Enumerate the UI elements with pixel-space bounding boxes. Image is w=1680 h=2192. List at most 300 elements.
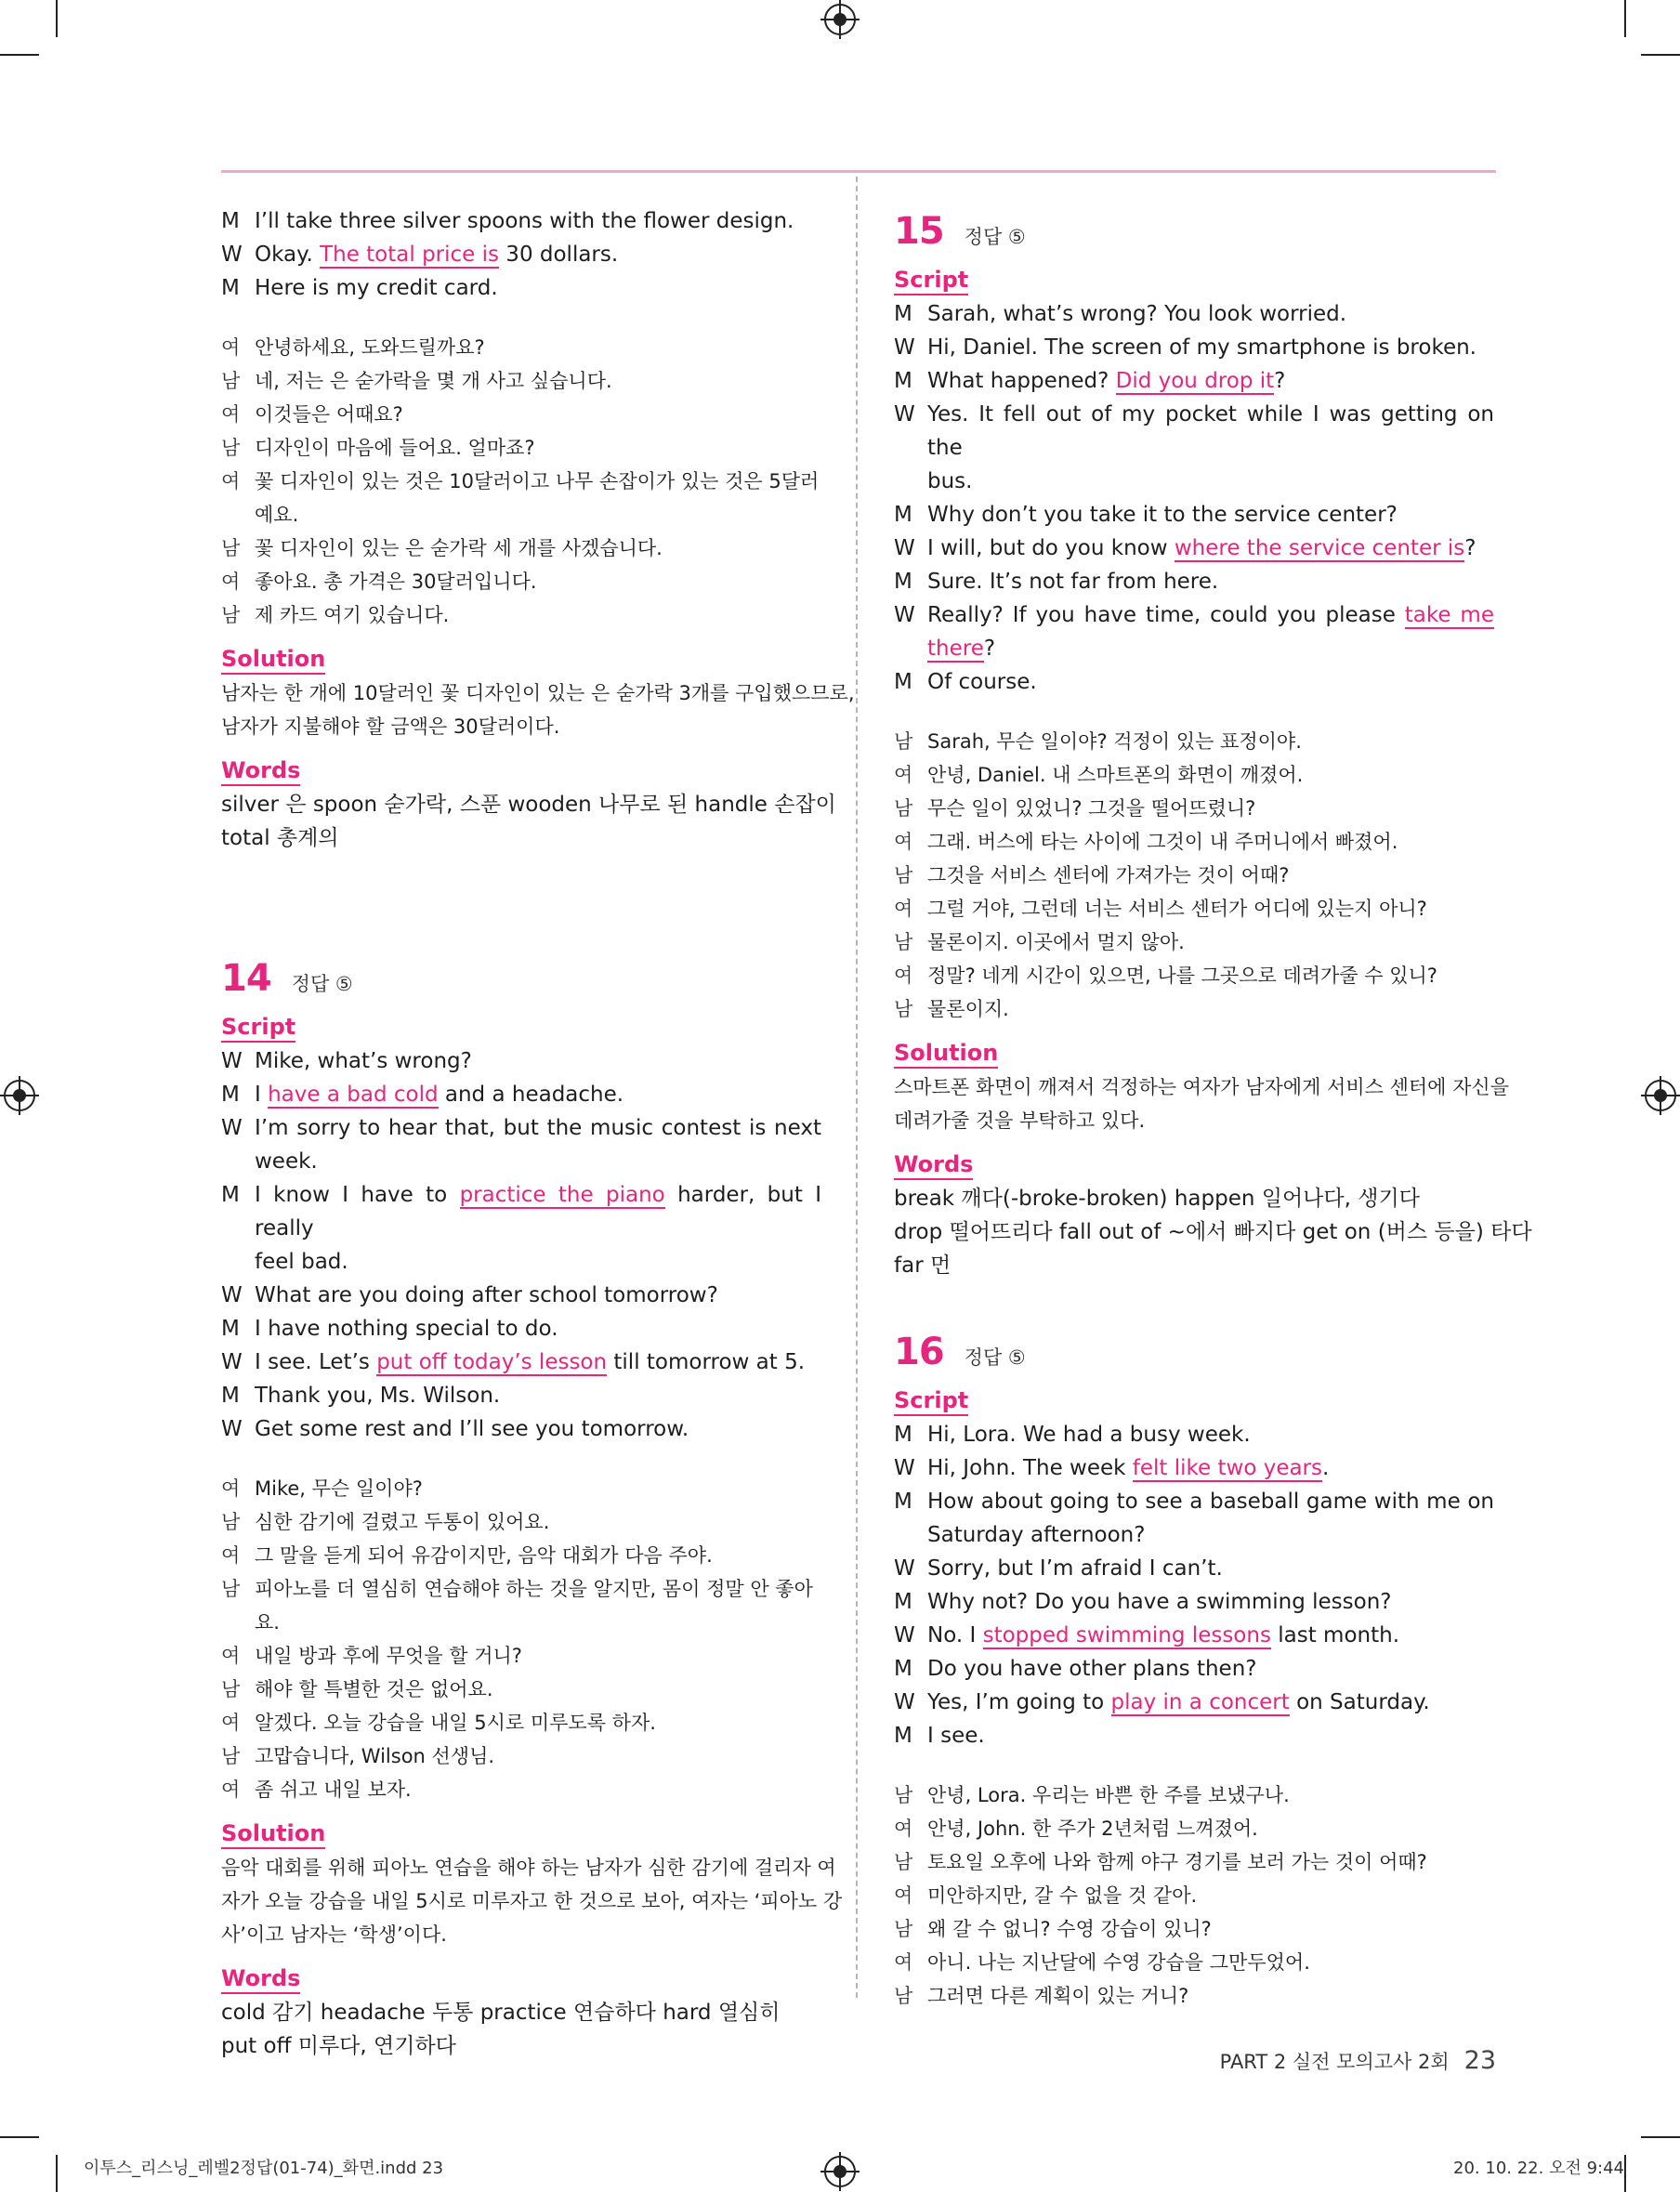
speaker-label xyxy=(894,632,927,665)
words-heading: Words xyxy=(894,1150,973,1180)
translation-text: 좋아요. 총 가격은 30달러입니다. xyxy=(255,571,537,593)
text-run: bus. xyxy=(927,469,973,493)
left-column xyxy=(221,204,855,2063)
text-line: 음악 대회를 위해 피아노 연습을 해야 하는 남자가 심한 감기에 걸리자 여 xyxy=(221,1857,836,1879)
dialog-text xyxy=(927,398,1494,465)
speaker-label: M xyxy=(894,570,912,594)
dialog-line xyxy=(894,1552,1494,1585)
dialog-text xyxy=(927,331,1494,364)
dialog-text xyxy=(927,598,1494,632)
translation-line xyxy=(221,431,821,465)
text-run: Sarah, what’s wrong? You look worried. xyxy=(927,302,1347,326)
dialog-line xyxy=(894,632,1494,665)
translation-text: 왜 갈 수 없니? 수영 강습이 있니? xyxy=(927,1918,1212,1940)
page-number: 23 xyxy=(1463,2046,1496,2075)
speaker-label xyxy=(221,1245,255,1279)
dialog-text xyxy=(255,1412,821,1446)
dialog-line xyxy=(894,1652,1494,1686)
speaker-label: W xyxy=(894,1690,915,1714)
q14-words xyxy=(221,1996,821,2063)
text-run: Get some rest and I’ll see you tomorrow. xyxy=(255,1417,689,1441)
translation-line xyxy=(221,331,821,364)
dialog-text xyxy=(255,1044,821,1078)
translation-line xyxy=(894,792,1494,825)
text-run: harder, but I really xyxy=(255,1183,821,1240)
dialog-line xyxy=(221,1245,821,1279)
text-run: I see. Let’s xyxy=(255,1350,377,1374)
dialog-text xyxy=(927,1451,1494,1485)
q14-translation xyxy=(221,1472,821,1806)
speaker-label: 남 xyxy=(894,730,913,753)
translation-text: 안녕, Daniel. 내 스마트폰의 화면이 깨졌어. xyxy=(927,764,1304,786)
text-run: What are you doing after school tomorrow? xyxy=(255,1283,718,1307)
text-run: How about going to see a baseball game with me on xyxy=(927,1490,1494,1514)
dialog-line xyxy=(894,1451,1494,1485)
translation-text: 안녕, John. 한 주가 2년처럼 느껴졌어. xyxy=(927,1818,1258,1840)
speaker-label: M xyxy=(221,1183,240,1207)
dialog-text xyxy=(927,1485,1494,1518)
speaker-label: 남 xyxy=(221,1745,241,1767)
q16-script xyxy=(894,1418,1494,1752)
translation-text: 무슨 일이 있었니? 그것을 떨어뜨렸니? xyxy=(927,797,1256,820)
speaker-label: M xyxy=(221,1083,240,1107)
dialog-line xyxy=(894,1518,1494,1552)
speaker-label: 남 xyxy=(221,1511,241,1533)
speaker-label: 남 xyxy=(894,797,913,820)
text-run: on Saturday. xyxy=(1289,1690,1430,1714)
translation-text: Sarah, 무슨 일이야? 걱정이 있는 표정이야. xyxy=(927,730,1302,753)
question-number: 16 xyxy=(894,1331,944,1373)
answer-highlight: stopped swimming lessons xyxy=(982,1623,1271,1647)
translation-line xyxy=(221,1639,821,1673)
dialog-line xyxy=(221,1111,821,1145)
text-run: Here is my credit card. xyxy=(255,276,498,300)
translation-line xyxy=(894,1946,1494,1979)
answer-highlight: The total price is xyxy=(320,243,499,267)
dialog-text xyxy=(927,1652,1494,1686)
page-footer xyxy=(1220,2046,1496,2075)
dialog-text xyxy=(927,632,1494,665)
text-run: Saturday afternoon? xyxy=(927,1523,1146,1547)
question-header xyxy=(894,210,1494,253)
speaker-label: 여 xyxy=(221,1712,241,1734)
translation-line xyxy=(894,1845,1494,1879)
translation-text: 그러면 다른 계획이 있는 거니? xyxy=(927,1985,1189,2007)
dialog-line xyxy=(221,1279,821,1312)
dialog-text xyxy=(927,565,1494,598)
crop-mark xyxy=(1641,2136,1680,2138)
speaker-label: W xyxy=(894,335,915,360)
dialog-line xyxy=(221,1078,821,1111)
dialog-line xyxy=(221,1145,821,1178)
translation-line xyxy=(894,1812,1494,1845)
dialog-line xyxy=(894,331,1494,364)
answer-label: 정답 ⑤ xyxy=(964,1346,1026,1369)
speaker-label: W xyxy=(221,1116,243,1140)
words-heading: Words xyxy=(221,756,300,786)
translation-line xyxy=(221,1706,821,1739)
question-header xyxy=(221,957,821,1000)
dialog-line xyxy=(894,1485,1494,1518)
translation-text: 제 카드 여기 있습니다. xyxy=(255,604,450,626)
speaker-label xyxy=(221,1145,255,1178)
dialog-line xyxy=(894,1719,1494,1752)
text-run: Hi, Lora. We had a busy week. xyxy=(927,1423,1251,1447)
q13-words xyxy=(221,788,836,855)
translation-line xyxy=(221,1472,821,1505)
speaker-label: 여 xyxy=(221,1779,241,1801)
question-header xyxy=(894,1331,1494,1373)
translation-text: 알겠다. 오늘 강습을 내일 5시로 미루도록 하자. xyxy=(255,1712,656,1734)
dialog-text xyxy=(255,1245,821,1279)
answer-highlight: Did you drop it xyxy=(1115,369,1275,393)
speaker-label: M xyxy=(894,1590,912,1614)
translation-text: 그것을 서비스 센터에 가져가는 것이 어때? xyxy=(927,864,1290,886)
speaker-label: M xyxy=(221,276,240,300)
translation-text: 디자인이 마음에 들어요. 얼마죠? xyxy=(255,437,535,459)
q15-solution xyxy=(894,1070,1509,1137)
speaker-label: 여 xyxy=(894,1951,913,1974)
text-line: 사’이고 남자는 ‘학생’이다. xyxy=(221,1923,447,1946)
speaker-label: 남 xyxy=(221,437,241,459)
speaker-label: 남 xyxy=(894,931,913,953)
speaker-label: 여 xyxy=(221,571,241,593)
question-number: 15 xyxy=(894,210,944,253)
text-run: week. xyxy=(255,1149,318,1174)
text-run: No. I xyxy=(927,1623,983,1647)
text-line: 스마트폰 화면이 깨져서 걱정하는 여자가 남자에게 서비스 센터에 자신을 xyxy=(894,1076,1509,1098)
q15-words xyxy=(894,1182,1532,1282)
dialog-text xyxy=(255,1111,821,1145)
dialog-text xyxy=(927,1585,1494,1619)
crop-mark xyxy=(1624,0,1626,37)
speaker-label: M xyxy=(894,1423,912,1447)
text-run: and a headache. xyxy=(438,1083,624,1107)
dialog-text xyxy=(927,1686,1494,1719)
dialog-line xyxy=(894,665,1494,699)
script-heading: Script xyxy=(221,1013,295,1043)
text-line: 데려가줄 것을 부탁하고 있다. xyxy=(894,1109,1146,1132)
text-run: ? xyxy=(1464,536,1477,560)
translation-line xyxy=(221,598,821,632)
translation-line xyxy=(894,959,1494,992)
translation-text: 물론이지. 이곳에서 멀지 않아. xyxy=(927,931,1185,953)
solution-heading: Solution xyxy=(221,645,325,675)
words-heading: Words xyxy=(221,1964,300,1994)
registration-mark-icon xyxy=(824,4,856,35)
dialog-line xyxy=(894,598,1494,632)
crop-mark xyxy=(56,0,58,37)
translation-line xyxy=(221,1673,821,1706)
translation-line xyxy=(221,532,821,565)
dialog-line xyxy=(894,297,1494,331)
dialog-line xyxy=(894,565,1494,598)
translation-text: 정말? 네게 시간이 있으면, 나를 그곳으로 데려가줄 수 있니? xyxy=(927,965,1437,987)
right-column xyxy=(894,204,1532,2013)
dialog-text xyxy=(255,1145,821,1178)
translation-line xyxy=(894,1779,1494,1812)
speaker-label: 여 xyxy=(894,965,913,987)
translation-line xyxy=(894,892,1494,925)
script-heading: Script xyxy=(894,266,968,295)
answer-highlight: put off today’s lesson xyxy=(376,1350,608,1374)
speaker-label: W xyxy=(894,1623,915,1647)
dialog-line xyxy=(894,1418,1494,1451)
q13-script-continued xyxy=(221,204,821,305)
translation-line xyxy=(221,1773,821,1806)
translation-text: 안녕, Lora. 우리는 바쁜 한 주를 보냈구나. xyxy=(927,1784,1290,1806)
dialog-line xyxy=(221,204,821,238)
dialog-line xyxy=(221,271,821,305)
text-run: feel bad. xyxy=(255,1250,348,1274)
translation-text: 물론이지. xyxy=(927,998,1009,1020)
text-run: Why not? Do you have a swimming lesson? xyxy=(927,1590,1392,1614)
dialog-line xyxy=(894,465,1494,498)
registration-mark-icon xyxy=(824,2156,856,2187)
text-run: I have nothing special to do. xyxy=(255,1317,558,1341)
speaker-label: 남 xyxy=(894,1918,913,1940)
translation-text: 좀 쉬고 내일 보자. xyxy=(255,1779,412,1801)
header-rule xyxy=(221,170,1496,173)
speaker-label xyxy=(894,465,927,498)
translation-text: 내일 방과 후에 무엇을 할 거니? xyxy=(255,1645,522,1667)
text-run: I’m sorry to hear that, but the music contest is next xyxy=(255,1116,821,1140)
answer-highlight: have a bad cold xyxy=(268,1083,439,1107)
text-run: ? xyxy=(983,637,996,661)
text-line: put off 미루다, 연기하다 xyxy=(221,2034,456,2058)
dialog-text xyxy=(927,1552,1494,1585)
translation-line xyxy=(894,758,1494,792)
text-run: I know I have to xyxy=(255,1183,460,1207)
translation-line xyxy=(894,1912,1494,1946)
answer-highlight: take me xyxy=(1404,603,1494,627)
translation-line xyxy=(221,364,821,398)
translation-text: 그래. 버스에 타는 사이에 그것이 내 주머니에서 빠졌어. xyxy=(927,831,1398,853)
dialog-text xyxy=(927,498,1494,532)
dialog-text xyxy=(255,271,821,305)
speaker-label: 여 xyxy=(894,764,913,786)
text-run: 30 dollars. xyxy=(499,243,619,267)
text-run: Okay. xyxy=(255,243,321,267)
text-run: I will, but do you know xyxy=(927,536,1175,560)
crop-mark xyxy=(56,2155,58,2192)
speaker-label: 남 xyxy=(221,370,241,392)
dialog-line xyxy=(894,398,1494,465)
speaker-label: 남 xyxy=(894,1851,913,1873)
dialog-text xyxy=(927,1418,1494,1451)
dialog-text xyxy=(255,1279,821,1312)
answer-highlight: play in a concert xyxy=(1110,1690,1290,1714)
answer-highlight: felt like two years xyxy=(1132,1456,1322,1480)
speaker-label: M xyxy=(894,1724,912,1748)
speaker-label: M xyxy=(894,302,912,326)
part-label: PART 2 실전 모의고사 2회 xyxy=(1219,2051,1450,2073)
speaker-label: W xyxy=(894,402,915,427)
speaker-label: 남 xyxy=(221,537,241,559)
translation-text: 토요일 오후에 나와 함께 야구 경기를 보러 가는 것이 어때? xyxy=(927,1851,1427,1873)
dialog-line xyxy=(894,498,1494,532)
speaker-label: M xyxy=(221,1384,240,1408)
dialog-text xyxy=(255,1178,821,1245)
dialog-line xyxy=(894,1686,1494,1719)
dialog-text xyxy=(255,1312,821,1345)
translation-line xyxy=(221,1572,821,1639)
speaker-label: M xyxy=(894,670,912,694)
speaker-label: M xyxy=(221,1317,240,1341)
text-run: I xyxy=(255,1083,269,1107)
text-run: Of course. xyxy=(927,670,1037,694)
speaker-label: 남 xyxy=(221,1678,241,1700)
dialog-line xyxy=(221,1312,821,1345)
dialog-text xyxy=(927,1518,1494,1552)
dialog-line xyxy=(221,238,821,271)
speaker-label: W xyxy=(221,243,243,267)
text-run: last month. xyxy=(1270,1623,1400,1647)
solution-heading: Solution xyxy=(894,1039,998,1069)
translation-text: 피아노를 더 열심히 연습해야 하는 것을 알지만, 몸이 정말 안 좋아요. xyxy=(255,1578,813,1634)
q13-translation xyxy=(221,331,821,632)
speaker-label: 여 xyxy=(894,831,913,853)
text-run: Hi, John. The week xyxy=(927,1456,1133,1480)
registration-mark-icon xyxy=(4,1080,35,1111)
q13-solution xyxy=(221,676,855,743)
speaker-label: W xyxy=(221,1049,243,1073)
crop-mark xyxy=(1624,2155,1626,2192)
text-line: silver 은 spoon 숟가락, 스푼 wooden 나무로 된 handle 손잡이 xyxy=(221,793,836,817)
answer-highlight: practice the piano xyxy=(459,1183,665,1207)
speaker-label: 여 xyxy=(221,1544,241,1567)
text-run: ? xyxy=(1274,369,1286,393)
translation-line xyxy=(221,1739,821,1773)
dialog-text xyxy=(927,297,1494,331)
text-run: till tomorrow at 5. xyxy=(607,1350,806,1374)
text-run: Why don’t you take it to the service center? xyxy=(927,503,1398,527)
column-divider xyxy=(856,177,858,1998)
text-line: 남자는 한 개에 10달러인 꽃 디자인이 있는 은 숟가락 3개를 구입했으므로, xyxy=(221,682,855,704)
speaker-label: 여 xyxy=(894,898,913,920)
speaker-label: M xyxy=(894,1657,912,1681)
speaker-label: 여 xyxy=(894,1884,913,1907)
translation-line xyxy=(894,859,1494,892)
translation-line xyxy=(221,1539,821,1572)
speaker-label: M xyxy=(221,209,240,233)
speaker-label: M xyxy=(894,1490,912,1514)
dialog-line xyxy=(221,1345,821,1379)
speaker-label: W xyxy=(221,1417,243,1441)
solution-heading: Solution xyxy=(221,1819,325,1849)
translation-line xyxy=(894,1879,1494,1912)
speaker-label: 남 xyxy=(221,1578,241,1600)
translation-line xyxy=(221,565,821,598)
translation-line xyxy=(221,398,821,431)
print-timestamp: 20. 10. 22. 오전 9:44 xyxy=(1453,2159,1624,2178)
answer-highlight: where the service center is xyxy=(1174,536,1465,560)
translation-text: 그 말을 듣게 되어 유감이지만, 음악 대회가 다음 주야. xyxy=(255,1544,713,1567)
translation-text: Mike, 무슨 일이야? xyxy=(255,1477,423,1500)
dialog-line xyxy=(221,1379,821,1412)
text-line: total 총계의 xyxy=(221,826,339,850)
answer-label: 정답 ⑤ xyxy=(291,973,353,995)
translation-text: 고맙습니다, Wilson 선생님. xyxy=(255,1745,495,1767)
text-run: I see. xyxy=(927,1724,985,1748)
text-run: I’ll take three silver spoons with the flower design. xyxy=(255,209,794,233)
text-run: Do you have other plans then? xyxy=(927,1657,1257,1681)
text-run: Sorry, but I’m afraid I can’t. xyxy=(927,1556,1223,1581)
speaker-label: 여 xyxy=(221,1477,241,1500)
translation-text: 미안하지만, 갈 수 없을 것 같아. xyxy=(927,1884,1198,1907)
dialog-text xyxy=(927,465,1494,498)
translation-line xyxy=(894,825,1494,859)
speaker-label: W xyxy=(894,603,915,627)
speaker-label: 여 xyxy=(221,403,241,426)
translation-text: 안녕하세요, 도와드릴까요? xyxy=(255,336,485,359)
speaker-label: W xyxy=(894,1556,915,1581)
speaker-label: 남 xyxy=(894,864,913,886)
dialog-text xyxy=(255,1345,821,1379)
translation-line xyxy=(894,725,1494,758)
speaker-label: W xyxy=(221,1350,243,1374)
translation-text: 심한 감기에 걸렸고 두통이 있어요. xyxy=(255,1511,550,1533)
dialog-line xyxy=(221,1412,821,1446)
dialog-text xyxy=(255,204,821,238)
translation-line xyxy=(221,465,821,532)
q14-script xyxy=(221,1044,821,1446)
text-run: Hi, Daniel. The screen of my smartphone is broken. xyxy=(927,335,1477,360)
text-run: Thank you, Ms. Wilson. xyxy=(255,1384,501,1408)
speaker-label: 여 xyxy=(894,1818,913,1840)
text-line: drop 떨어뜨리다 fall out of ~에서 빠지다 get on (버스 등을) 타다 xyxy=(894,1220,1532,1244)
speaker-label: 여 xyxy=(221,1645,241,1667)
text-run: Yes. It fell out of my pocket while I was getting on the xyxy=(927,402,1494,460)
file-slug: 이투스_리스닝_레벨2정답(01-74)_화면.indd 23 xyxy=(84,2159,444,2178)
text-run: Yes, I’m going to xyxy=(927,1690,1111,1714)
text-run: . xyxy=(1322,1456,1330,1480)
registration-mark-icon xyxy=(1645,1080,1676,1111)
translation-line xyxy=(894,925,1494,959)
dialog-line xyxy=(221,1044,821,1078)
speaker-label: W xyxy=(894,536,915,560)
speaker-label: W xyxy=(221,1283,243,1307)
text-line: 남자가 지불해야 할 금액은 30달러이다. xyxy=(221,715,560,738)
text-run: Sure. It’s not far from here. xyxy=(927,570,1219,594)
dialog-line xyxy=(894,532,1494,565)
dialog-line xyxy=(894,1619,1494,1652)
speaker-label xyxy=(894,1518,927,1552)
q15-script xyxy=(894,297,1494,699)
dialog-text xyxy=(927,1719,1494,1752)
speaker-label: 남 xyxy=(894,1985,913,2007)
q14-solution xyxy=(221,1851,843,1951)
text-line: far 먼 xyxy=(894,1254,952,1278)
dialog-text xyxy=(927,364,1494,398)
text-run: Mike, what’s wrong? xyxy=(255,1049,472,1073)
dialog-text xyxy=(927,665,1494,699)
dialog-text xyxy=(255,238,821,271)
dialog-line xyxy=(894,364,1494,398)
dialog-line xyxy=(221,1178,821,1245)
dialog-text xyxy=(255,1379,821,1412)
speaker-label: 여 xyxy=(221,336,241,359)
crop-mark xyxy=(0,54,39,56)
text-run: What happened? xyxy=(927,369,1116,393)
speaker-label: W xyxy=(894,1456,915,1480)
translation-text: 해야 할 특별한 것은 없어요. xyxy=(255,1678,493,1700)
question-number: 14 xyxy=(221,957,271,1000)
translation-text: 네, 저는 은 숟가락을 몇 개 사고 싶습니다. xyxy=(255,370,612,392)
speaker-label: M xyxy=(894,369,912,393)
text-run: Really? If you have time, could you please xyxy=(927,603,1405,627)
dialog-text xyxy=(927,1619,1494,1652)
